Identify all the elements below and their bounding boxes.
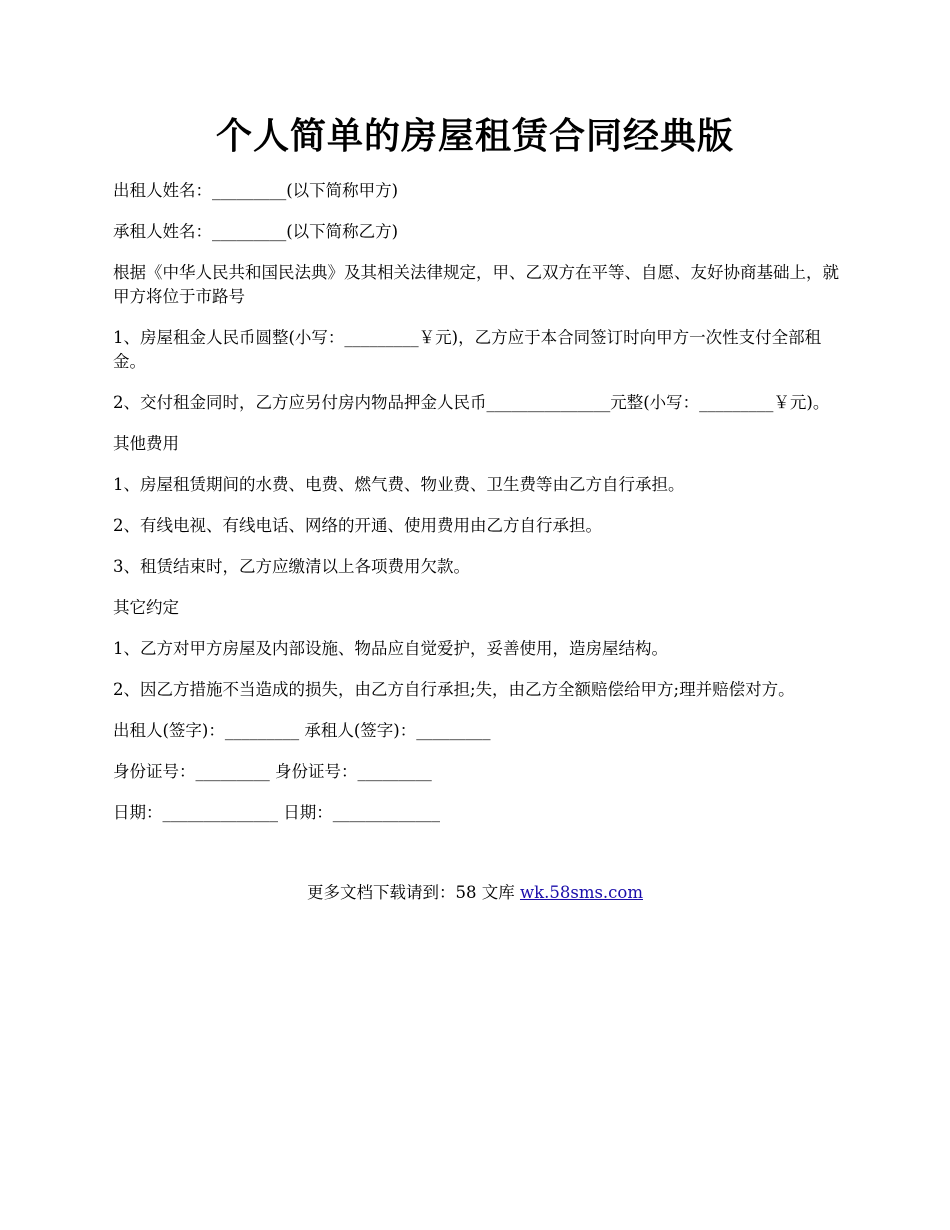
lessor-name-line: 出租人姓名：_________(以下简称甲方) xyxy=(113,181,399,200)
download-footer xyxy=(0,881,950,905)
section-heading-other-terms: 其它约定 xyxy=(113,598,179,617)
deposit-clause: 2、交付租金同时，乙方应另付房内物品押金人民币_______________元整(小写：_________￥元)。 xyxy=(113,393,830,412)
signature-line: 出租人(签字)：_________ 承租人(签字)：_________ xyxy=(113,721,491,740)
fees-clause-3: 3、租赁结束时，乙方应缴清以上各项费用欠款。 xyxy=(113,557,470,576)
rent-clause: 1、房屋租金人民币圆整(小写：_________￥元)，乙方应于本合同签订时向甲方一次性支付全部租金。 xyxy=(113,328,822,371)
footer-link[interactable]: wk.58sms.com xyxy=(519,883,643,902)
terms-clause-1: 1、乙方对甲方房屋及内部设施、物品应自觉爱护，妥善使用，造房屋结构。 xyxy=(113,639,668,658)
id-number-line: 身份证号：_________ 身份证号：_________ xyxy=(113,762,432,781)
document-body xyxy=(113,179,841,842)
section-heading-other-fees: 其他费用 xyxy=(113,434,179,453)
terms-clause-2: 2、因乙方措施不当造成的损失，由乙方自行承担;失，由乙方全额赔偿给甲方;理并赔偿对方。 xyxy=(113,680,795,699)
footer-prefix: 更多文档下载请到：58 文库 xyxy=(306,883,520,902)
document-title: 个人简单的房屋租赁合同经典版 xyxy=(215,115,734,157)
date-line: 日期：______________ 日期：_____________ xyxy=(113,803,440,822)
fees-clause-2: 2、有线电视、有线电话、网络的开通、使用费用由乙方自行承担。 xyxy=(113,516,602,535)
lessee-name-line: 承租人姓名：_________(以下简称乙方) xyxy=(113,222,399,241)
preamble-paragraph: 根据《中华人民共和国民法典》及其相关法律规定，甲、乙双方在平等、自愿、友好协商基础上，就甲方将位于市路号 xyxy=(113,263,839,306)
fees-clause-1: 1、房屋租赁期间的水费、电费、燃气费、物业费、卫生费等由乙方自行承担。 xyxy=(113,475,685,494)
